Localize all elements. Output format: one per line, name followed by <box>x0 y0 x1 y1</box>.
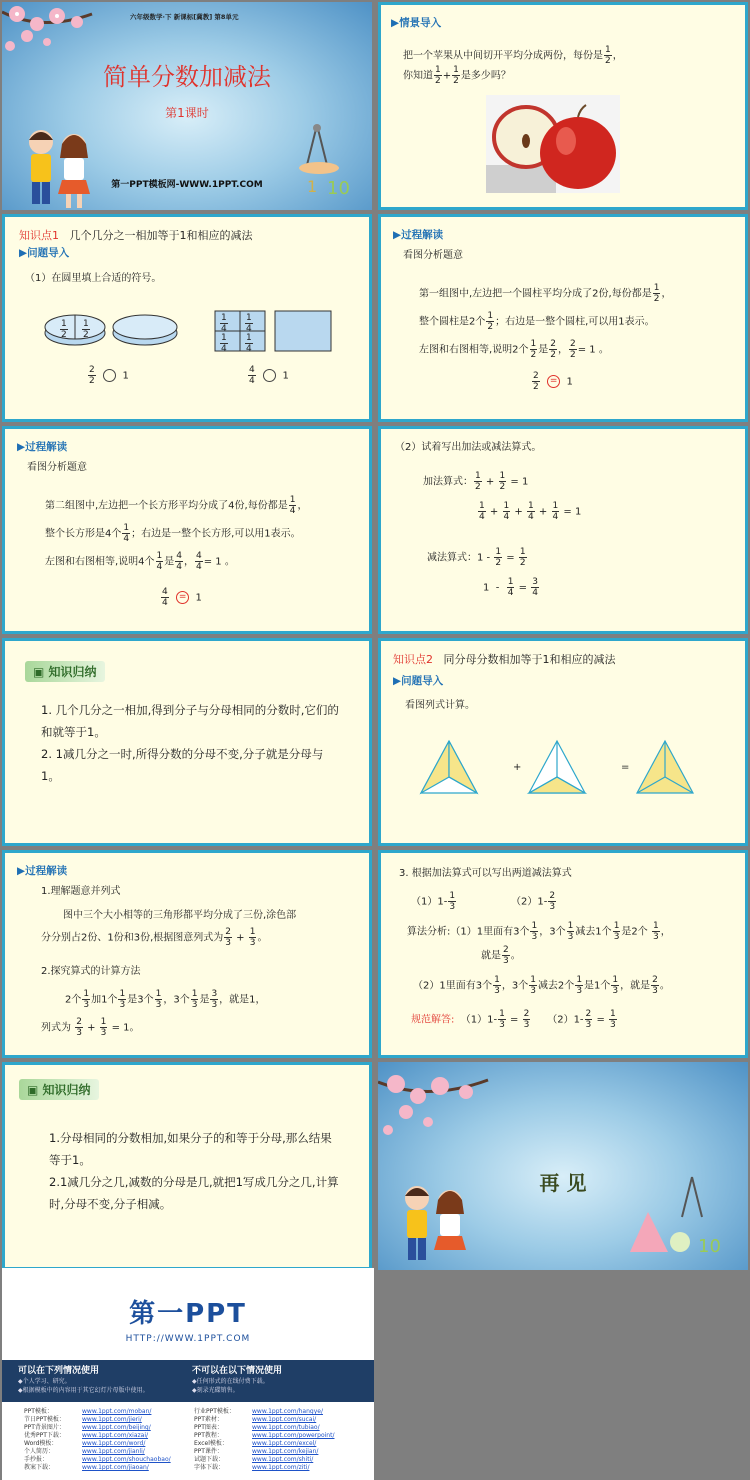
link-url[interactable]: www.1ppt.com/sucai/ <box>252 1416 317 1423</box>
can-use-1: ◆个人学习、研究。 <box>18 1378 71 1385</box>
summary-badge: ▣ 知识归纳 <box>25 661 105 682</box>
link-url[interactable]: www.1ppt.com/beijing/ <box>82 1424 151 1431</box>
link-row <box>194 1424 320 1432</box>
quarter-label-2: $\frac{1}{4}$ <box>246 313 252 334</box>
analysis-line-3: 左图和右图相等,说明2个 $\frac{1}{2}$ 是 $\frac{2}{2}$ ， $\frac{2}{2}$ = 1 。 <box>419 339 609 360</box>
section-heading: ▶过程解读 <box>393 229 444 241</box>
link-row <box>194 1448 318 1456</box>
link-url[interactable]: www.1ppt.com/powerpoint/ <box>252 1432 335 1439</box>
link-label: 教案下载： <box>24 1464 55 1471</box>
cannot-use-title: 不可以在以下情况使用 <box>192 1366 283 1376</box>
answer: $\frac{2}{2}$ = 1 <box>533 371 573 392</box>
math-tools-illustration <box>628 1172 738 1262</box>
analysis-line-1: 第二组图中,左边把一个长方形平均分成了4份,每份都是 $\frac{1}{4}$ ， <box>45 495 308 516</box>
analysis-line-3: 左图和右图相等,说明4个 $\frac{1}{4}$ 是 $\frac{4}{4}$ ， $\frac{4}{4}$ = 1 。 <box>45 551 235 572</box>
quarter-label-1: $\frac{1}{4}$ <box>221 313 227 334</box>
link-label: 节日PPT模板： <box>24 1416 65 1423</box>
link-label: PPT模板： <box>24 1408 53 1415</box>
link-row <box>194 1464 309 1472</box>
step-2-line-1: 2个 $\frac{1}{3}$ 加1个 $\frac{1}{3}$ 是3个 $\frac{1}{3}$ ，3个 $\frac{1}{3}$ 是 $\frac{3}{3}$ ，就是1， <box>65 989 266 1010</box>
half-label-right: $\frac{1}{2}$ <box>83 319 89 340</box>
link-url[interactable]: www.1ppt.com/shouchaobao/ <box>82 1456 171 1463</box>
link-url[interactable]: www.1ppt.com/moban/ <box>82 1408 152 1415</box>
link-url[interactable]: www.1ppt.com/shiti/ <box>252 1456 314 1463</box>
analysis-line-1: 第一组图中,左边把一个圆柱平均分成了2份,每份都是 $\frac{1}{2}$ ， <box>419 283 672 304</box>
lesson-title: 简单分数加减法 <box>103 63 271 91</box>
slide-summary-2 <box>2 1062 372 1270</box>
addition-1: 加法算式： $\frac{1}{2}$ + $\frac{1}{2}$ = 1 <box>423 471 529 492</box>
summary-point-1: 1.分母相同的分数相加,如果分子的和等于分母,那么结果等于1。 <box>49 1131 332 1167</box>
slide-process-1 <box>378 214 748 422</box>
question-line-1: 把一个苹果从中间切开平均分成两份，每份是 $\frac{1}{2}$ ， <box>403 45 623 66</box>
slide-write-equations <box>378 426 748 634</box>
site-label: 第一PPT模板网-WWW.1PPT.COM <box>111 180 263 190</box>
slide-process-2 <box>2 426 372 634</box>
question: （2）试着写出加法或减法算式。 <box>395 442 542 453</box>
quarter-label-3: $\frac{1}{4}$ <box>221 333 227 354</box>
link-label: 优秀PPT下载： <box>24 1432 65 1439</box>
link-label: PPT教程： <box>194 1432 223 1439</box>
link-label: 个人简历： <box>24 1448 55 1455</box>
section-heading: ▶问题导入 <box>393 675 444 687</box>
slide-scenario <box>378 2 748 210</box>
addition-2: $\frac{1}{4}$ + $\frac{1}{4}$ + $\frac{1}{4}$ + $\frac{1}{4}$ = 1 <box>479 501 582 522</box>
link-row <box>24 1440 145 1448</box>
link-label: 字体下载： <box>194 1464 225 1471</box>
link-row <box>24 1416 142 1424</box>
link-row <box>194 1408 323 1416</box>
half-label-left: $\frac{1}{2}$ <box>61 319 67 340</box>
analysis-2: （2）1里面有3个 $\frac{1}{3}$ ，3个 $\frac{1}{3}$ 减去2个 $\frac{1}{3}$ 是1个 $\frac{1}{3}$ ，就是 $\frac{2}{3}$ 。 <box>413 975 670 996</box>
kp-title: 知识点1 几个几分之一相加等于1和相应的减法 <box>19 229 253 242</box>
cannot-use-1: ◆任何形式的在线付费下载。 <box>192 1378 269 1385</box>
analysis-1: 算法分析:（1）1里面有3个 $\frac{1}{3}$ ，3个 $\frac{1}{3}$ 减去1个 $\frac{1}{3}$ 是2个 $\frac{1}{3}$ ， <box>407 921 671 942</box>
plus-sign: + <box>513 762 522 773</box>
link-row <box>24 1448 145 1456</box>
slide-summary-1 <box>2 638 372 846</box>
summary-point-2: 2. 1减几分之一时,所得分数的分母不变,分子就是分母与1。 <box>41 747 324 783</box>
subtraction-2: 1 - $\frac{1}{4}$ = $\frac{3}{4}$ <box>483 577 538 598</box>
section-heading: ▶问题导入 <box>19 247 70 259</box>
svg-text:10: 10 <box>327 178 350 199</box>
link-row <box>24 1456 171 1464</box>
link-url[interactable]: www.1ppt.com/kejian/ <box>252 1448 319 1455</box>
link-label: 试题下载： <box>194 1456 225 1463</box>
link-url[interactable]: www.1ppt.com/word/ <box>82 1440 146 1447</box>
slide-title <box>2 2 372 210</box>
triangle-diagram <box>381 733 741 803</box>
answer-circle-2[interactable] <box>263 369 276 382</box>
step-1-heading: 1.理解题意并列式 <box>41 886 121 897</box>
cannot-use-2: ◆刻录光碟销售。 <box>192 1387 239 1394</box>
link-row <box>194 1416 316 1424</box>
sub-heading: 看图列式计算。 <box>405 700 475 711</box>
slide-license <box>2 1268 374 1480</box>
link-url[interactable]: www.1ppt.com/tubiao/ <box>252 1424 320 1431</box>
section-heading: ▶过程解读 <box>17 441 68 453</box>
quarter-label-4: $\frac{1}{4}$ <box>246 333 252 354</box>
link-row <box>24 1432 148 1440</box>
step-2-heading: 2.探究算式的计算方法 <box>41 966 141 977</box>
step-1-text-a: 图中三个大小相等的三角形都平均分成了三份,涂色部 <box>63 910 297 921</box>
answer: $\frac{4}{4}$ = 1 <box>162 587 202 608</box>
link-url[interactable]: www.1ppt.com/hangye/ <box>252 1408 323 1415</box>
can-use-title: 可以在下列情况使用 <box>18 1366 100 1376</box>
sub-heading: 看图分析题意 <box>403 250 463 261</box>
kids-illustration <box>392 1178 482 1268</box>
svg-text:10: 10 <box>698 1236 721 1257</box>
link-url[interactable]: www.1ppt.com/excel/ <box>252 1440 317 1447</box>
svg-text:1: 1 <box>307 177 318 196</box>
link-url[interactable]: www.1ppt.com/ziti/ <box>252 1464 310 1471</box>
slide-process-3 <box>2 850 372 1058</box>
step-1-text-b: 分分别占2份、1份和3份,根据图意列式为 $\frac{2}{3}$ + $\frac{1}{3}$ 。 <box>41 927 268 948</box>
summary-point-2: 2.1减几分之几,减数的分母是几,就把1写成几分之几,计算时,分母不变,分子相减。 <box>49 1175 339 1211</box>
question-2: （2）1- $\frac{2}{3}$ <box>511 891 556 912</box>
step-2-line-2: 列式为 $\frac{2}{3}$ + $\frac{1}{3}$ = 1。 <box>41 1017 140 1038</box>
link-label: PPT图表： <box>194 1424 223 1431</box>
link-label: 手抄报： <box>24 1456 49 1463</box>
link-label: Excel模板： <box>194 1440 228 1447</box>
slide-knowledge-point-1 <box>2 214 372 422</box>
analysis-line-2: 整个圆柱是2个 $\frac{1}{2}$ ；右边是一整个圆柱,可以用1表示。 <box>419 311 655 332</box>
math-tools-illustration <box>297 120 367 200</box>
link-row <box>194 1432 334 1440</box>
section-heading: ▶过程解读 <box>17 865 68 877</box>
link-label: PPT素材： <box>194 1416 223 1423</box>
answer-circle-1[interactable] <box>103 369 116 382</box>
slide-goodbye <box>378 1062 748 1270</box>
link-url[interactable]: www.1ppt.com/jieri/ <box>82 1416 142 1423</box>
link-row <box>194 1456 313 1464</box>
question: （1）在圆里填上合适的符号。 <box>25 273 162 284</box>
compare-2: $\frac{4}{4}$ 1 <box>249 365 289 386</box>
summary-badge: ▣ 知识归纳 <box>19 1079 99 1100</box>
goodbye-text: 再 见 <box>539 1171 587 1195</box>
license-bar <box>2 1360 374 1402</box>
link-row <box>24 1464 149 1472</box>
summary-point-1: 1. 几个几分之一相加,得到分子与分母相同的分数时,它们的和就等于1。 <box>41 703 339 739</box>
question-line-2: 你知道 $\frac{1}{2}$ + $\frac{1}{2}$ 是多少吗？ <box>403 65 511 86</box>
analysis-line-2: 整个长方形是4个 $\frac{1}{4}$ ；右边是一整个长方形,可以用1表示。 <box>45 523 301 544</box>
kp-title: 知识点2 同分母分数相加等于1和相应的减法 <box>393 653 616 666</box>
slide-knowledge-point-2 <box>378 638 748 846</box>
link-label: 行业PPT模板： <box>194 1408 235 1415</box>
equals-sign: = <box>621 762 630 773</box>
link-url[interactable]: www.1ppt.com/xiazai/ <box>82 1432 149 1439</box>
sub-heading: 看图分析题意 <box>27 462 87 473</box>
link-row <box>24 1424 151 1432</box>
kids-illustration <box>16 122 106 210</box>
subtraction-1: 减法算式：1 - $\frac{1}{2}$ = $\frac{1}{2}$ <box>427 547 526 568</box>
link-url[interactable]: www.1ppt.com/jiaoan/ <box>82 1464 149 1471</box>
apple-image <box>486 95 620 193</box>
compare-1: $\frac{2}{2}$ 1 <box>89 365 129 386</box>
link-label: Word模板： <box>24 1440 58 1447</box>
analysis-1-result: 就是 $\frac{2}{3}$ 。 <box>481 945 521 966</box>
brand-url[interactable]: HTTP://WWW.1PPT.COM <box>125 1334 251 1344</box>
standard-answer: 规范解答: （1）1- $\frac{1}{3}$ = $\frac{2}{3}$ （2）1- $\frac{2}{3}$ = $\frac{1}{3}$ <box>411 1009 616 1030</box>
can-use-2: ◆根据模板中的内容用于其它幻灯片母版中使用。 <box>18 1387 149 1394</box>
link-url[interactable]: www.1ppt.com/jianli/ <box>82 1448 145 1455</box>
heading: 3. 根据加法算式可以写出两道减法算式 <box>399 868 572 879</box>
rectangle-diagram <box>213 309 333 354</box>
section-heading: ▶情景导入 <box>391 17 442 29</box>
question-1: （1）1- $\frac{1}{3}$ <box>411 891 456 912</box>
brand-logo: 第一PPT <box>129 1299 247 1329</box>
link-label: PPT背景图片： <box>24 1424 65 1431</box>
slide-subtraction-analysis <box>378 850 748 1058</box>
link-row <box>24 1408 151 1416</box>
link-label: PPT课件： <box>194 1448 223 1455</box>
link-row <box>194 1440 316 1448</box>
top-info: 六年级数学·下 新课标[冀教] 第8单元 <box>130 13 239 21</box>
lesson-subtitle: 第1课时 <box>165 106 209 120</box>
